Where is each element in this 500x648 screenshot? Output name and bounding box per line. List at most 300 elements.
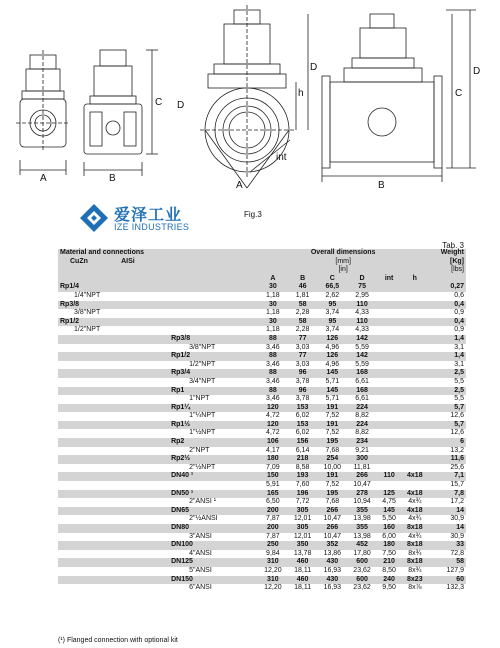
- cell-a: 7,09: [258, 464, 288, 473]
- cell-aisi: Rp1: [119, 387, 258, 396]
- dimensions-table: [58, 249, 466, 593]
- cell-cuzn: [58, 387, 119, 396]
- cell-d: 8,82: [347, 429, 377, 438]
- header-col-b: B: [300, 274, 306, 282]
- header-cuzn: CuZn: [70, 257, 88, 265]
- cell-aisi: [119, 481, 258, 490]
- cell-a: 88: [258, 387, 288, 396]
- cell-aisi: DN80: [119, 524, 258, 533]
- cell-int: 210: [377, 558, 401, 567]
- dim-label-d3: D: [473, 66, 481, 77]
- cell-a: 310: [258, 558, 288, 567]
- cell-aisi: DN65: [119, 507, 258, 516]
- cell-cuzn: [58, 472, 119, 481]
- cell-b: 12,01: [288, 533, 318, 542]
- cell-c: 13,86: [317, 550, 347, 559]
- cell-d: 2,95: [347, 292, 377, 301]
- cell-c: 10,47: [317, 515, 347, 524]
- cell-c: 7,52: [317, 429, 347, 438]
- dim-label-d1: D: [177, 100, 185, 111]
- cell-weight: 60: [428, 576, 466, 585]
- cell-cuzn: [58, 490, 119, 499]
- cell-weight: 2,5: [428, 369, 466, 378]
- cell-cuzn: [58, 438, 119, 447]
- dim-label-a2: A: [236, 180, 243, 190]
- cell-aisi: 1"½NPT: [119, 429, 258, 438]
- cell-c: 195: [317, 438, 347, 447]
- table-row: [58, 292, 466, 301]
- cell-cuzn: [58, 550, 119, 559]
- cell-cuzn: [58, 412, 119, 421]
- cell-h: [401, 318, 428, 327]
- dim-label-b2: B: [378, 180, 385, 190]
- cell-h: [401, 455, 428, 464]
- table-row: [58, 567, 466, 576]
- cell-aisi: [119, 318, 258, 327]
- cell-weight: 25,6: [428, 464, 466, 473]
- cell-d: 11,81: [347, 464, 377, 473]
- cell-int: [377, 395, 401, 404]
- cell-b: 2,28: [288, 309, 318, 318]
- cell-cuzn: [58, 404, 119, 413]
- header-col-int: int: [384, 274, 394, 282]
- cell-b: 96: [288, 369, 318, 378]
- cell-cuzn: [58, 558, 119, 567]
- cell-c: 4,96: [317, 361, 347, 370]
- cell-d: 8,82: [347, 412, 377, 421]
- cell-cuzn: [58, 576, 119, 585]
- cell-h: 8x23: [401, 576, 428, 585]
- cell-b: 58: [288, 318, 318, 327]
- cell-weight: 15,7: [428, 481, 466, 490]
- cell-int: [377, 361, 401, 370]
- cell-aisi: Rp2½: [119, 455, 258, 464]
- cell-int: [377, 301, 401, 310]
- cell-cuzn: [58, 455, 119, 464]
- cell-aisi: 1/2"NPT: [119, 361, 258, 370]
- cell-h: 8x18: [401, 524, 428, 533]
- cell-int: [377, 335, 401, 344]
- header-col-d: D: [359, 274, 365, 282]
- cell-weight: 0,6: [428, 292, 466, 301]
- cell-weight: 11,6: [428, 455, 466, 464]
- table-row: [58, 438, 466, 447]
- cell-c: 95: [317, 301, 347, 310]
- cell-aisi: 2"½NPT: [119, 464, 258, 473]
- cell-a: 4,17: [258, 447, 288, 456]
- cell-h: 4x¾: [401, 515, 428, 524]
- header-lbs: [lbs]: [451, 266, 464, 274]
- cell-aisi: Rp1¼: [119, 404, 258, 413]
- cell-a: 180: [258, 455, 288, 464]
- cell-int: [377, 309, 401, 318]
- table-row: [58, 283, 466, 292]
- cell-h: [401, 429, 428, 438]
- cell-int: [377, 455, 401, 464]
- cell-h: 4x¾: [401, 498, 428, 507]
- cell-aisi: [119, 301, 258, 310]
- cell-cuzn: [58, 507, 119, 516]
- logo-text-cn: 爱泽工业: [114, 207, 183, 224]
- cell-d: 4,33: [347, 309, 377, 318]
- cell-b: 3,78: [288, 395, 318, 404]
- table-row: [58, 524, 466, 533]
- header-kg: [Kg]: [450, 257, 464, 265]
- cell-h: 4x¾: [401, 533, 428, 542]
- cell-d: 600: [347, 576, 377, 585]
- cell-h: [401, 421, 428, 430]
- cell-h: 8x18: [401, 541, 428, 550]
- cell-int: [377, 369, 401, 378]
- figure-caption: Fig.3: [244, 210, 262, 219]
- table-row: [58, 481, 466, 490]
- cell-int: 7,50: [377, 550, 401, 559]
- cell-aisi: 1"NPT: [119, 395, 258, 404]
- cell-aisi: Rp3/8: [119, 335, 258, 344]
- cell-aisi: Rp1/2: [119, 352, 258, 361]
- cell-int: [377, 352, 401, 361]
- cell-d: 6,61: [347, 378, 377, 387]
- cell-b: 18,11: [288, 584, 318, 593]
- header-col-a: A: [270, 274, 276, 282]
- cell-h: 8x⅞: [401, 584, 428, 593]
- cell-a: 4,72: [258, 429, 288, 438]
- cell-a: 5,91: [258, 481, 288, 490]
- cell-weight: 72,8: [428, 550, 466, 559]
- dim-label-h: h: [298, 88, 304, 99]
- cell-aisi: Rp1½: [119, 421, 258, 430]
- cell-a: 1,18: [258, 326, 288, 335]
- cell-cuzn: [58, 567, 119, 576]
- cell-weight: 14: [428, 507, 466, 516]
- cell-d: 266: [347, 472, 377, 481]
- cell-c: 3,74: [317, 309, 347, 318]
- cell-c: 266: [317, 524, 347, 533]
- table-row: [58, 447, 466, 456]
- cell-cuzn: [58, 361, 119, 370]
- cell-cuzn: 1/2"NPT: [58, 326, 119, 335]
- cell-cuzn: 1/4"NPT: [58, 292, 119, 301]
- cell-cuzn: [58, 421, 119, 430]
- cell-a: 200: [258, 507, 288, 516]
- table-row: [58, 369, 466, 378]
- cell-c: 5,71: [317, 378, 347, 387]
- cell-weight: 1,4: [428, 335, 466, 344]
- cell-h: 8x¾: [401, 550, 428, 559]
- cell-c: 126: [317, 335, 347, 344]
- cell-c: 430: [317, 558, 347, 567]
- table-row: [58, 584, 466, 593]
- cell-d: 5,59: [347, 361, 377, 370]
- cell-d: 75: [347, 283, 377, 292]
- cell-weight: 0,9: [428, 326, 466, 335]
- cell-int: 6,00: [377, 533, 401, 542]
- cell-d: 110: [347, 318, 377, 327]
- table-row: [58, 558, 466, 567]
- cell-int: [377, 429, 401, 438]
- company-logo: [78, 202, 228, 236]
- cell-a: 3,46: [258, 344, 288, 353]
- cell-c: 145: [317, 387, 347, 396]
- table-row: [58, 301, 466, 310]
- header-col-c: C: [329, 274, 335, 282]
- cell-weight: 0,4: [428, 318, 466, 327]
- cell-weight: 17,2: [428, 498, 466, 507]
- table-row: [58, 404, 466, 413]
- cell-aisi: Rp3/4: [119, 369, 258, 378]
- header-overall: Overall dimensions: [310, 249, 376, 256]
- cell-c: 3,74: [317, 326, 347, 335]
- cell-d: 6,61: [347, 395, 377, 404]
- table-row: [58, 498, 466, 507]
- cell-cuzn: Rp1/2: [58, 318, 119, 327]
- cell-aisi: DN50 ¹: [119, 490, 258, 499]
- cell-weight: 132,3: [428, 584, 466, 593]
- cell-aisi: 2"ANSI ¹: [119, 498, 258, 507]
- cell-weight: 0,9: [428, 309, 466, 318]
- cell-b: 2,28: [288, 326, 318, 335]
- cell-int: [377, 421, 401, 430]
- cell-a: 200: [258, 524, 288, 533]
- cell-b: 153: [288, 404, 318, 413]
- logo-mark-icon: [78, 202, 110, 234]
- cell-c: 7,68: [317, 498, 347, 507]
- cell-d: 142: [347, 352, 377, 361]
- cell-h: [401, 352, 428, 361]
- cell-b: 77: [288, 335, 318, 344]
- cell-aisi: 2"½ANSI: [119, 515, 258, 524]
- cell-weight: 12,6: [428, 412, 466, 421]
- cell-weight: 5,5: [428, 395, 466, 404]
- table-row: [58, 378, 466, 387]
- footnote: (¹) Flanged connection with optional kit: [58, 637, 178, 644]
- cell-h: [401, 447, 428, 456]
- table-row: [58, 387, 466, 396]
- cell-cuzn: [58, 464, 119, 473]
- table-row: [58, 533, 466, 542]
- cell-int: 160: [377, 524, 401, 533]
- cell-weight: 7,8: [428, 490, 466, 499]
- cell-weight: 0,27: [428, 283, 466, 292]
- valve-view-4: [322, 10, 476, 182]
- cell-d: 10,47: [347, 481, 377, 490]
- cell-h: 4x18: [401, 507, 428, 516]
- header-weight: Weight: [440, 249, 464, 256]
- cell-h: 8x¾: [401, 567, 428, 576]
- cell-int: [377, 292, 401, 301]
- cell-b: 7,60: [288, 481, 318, 490]
- cell-a: 30: [258, 318, 288, 327]
- dim-label-a1: A: [40, 173, 47, 184]
- table-row: [58, 335, 466, 344]
- cell-a: 30: [258, 283, 288, 292]
- cell-c: 126: [317, 352, 347, 361]
- cell-int: 4,75: [377, 498, 401, 507]
- cell-d: 278: [347, 490, 377, 499]
- cell-cuzn: [58, 584, 119, 593]
- cell-aisi: DN125: [119, 558, 258, 567]
- cell-d: 110: [347, 301, 377, 310]
- cell-int: 5,50: [377, 515, 401, 524]
- cell-d: 17,80: [347, 550, 377, 559]
- cell-h: 4x18: [401, 490, 428, 499]
- cell-cuzn: 3/8"NPT: [58, 309, 119, 318]
- cell-a: 150: [258, 472, 288, 481]
- cell-cuzn: Rp3/8: [58, 301, 119, 310]
- table-body: [58, 283, 466, 592]
- cell-d: 13,98: [347, 515, 377, 524]
- cell-a: 1,18: [258, 309, 288, 318]
- cell-weight: 30,9: [428, 533, 466, 542]
- header-in: [in]: [338, 266, 348, 274]
- logo-text-en: IZE INDUSTRIES: [114, 222, 190, 232]
- cell-d: 13,98: [347, 533, 377, 542]
- cell-cuzn: [58, 533, 119, 542]
- cell-d: 168: [347, 387, 377, 396]
- cell-aisi: [119, 309, 258, 318]
- valve-view-1: [16, 50, 70, 175]
- valve-technical-drawing: [0, 0, 500, 190]
- dim-label-int: int: [276, 152, 287, 163]
- cell-c: 10,00: [317, 464, 347, 473]
- cell-d: 5,59: [347, 344, 377, 353]
- cell-b: 46: [288, 283, 318, 292]
- cell-a: 88: [258, 369, 288, 378]
- cell-cuzn: [58, 481, 119, 490]
- cell-cuzn: [58, 429, 119, 438]
- cell-h: 4x18: [401, 472, 428, 481]
- cell-weight: 127,9: [428, 567, 466, 576]
- table-row: [58, 361, 466, 370]
- cell-c: 4,96: [317, 344, 347, 353]
- cell-h: [401, 309, 428, 318]
- cell-cuzn: [58, 395, 119, 404]
- cell-a: 12,20: [258, 567, 288, 576]
- cell-a: 12,20: [258, 584, 288, 593]
- cell-int: 110: [377, 472, 401, 481]
- cell-a: 1,18: [258, 292, 288, 301]
- table-row: [58, 344, 466, 353]
- cell-int: [377, 464, 401, 473]
- header-aisi: AISi: [121, 257, 135, 265]
- cell-weight: 0,4: [428, 301, 466, 310]
- cell-aisi: 3/8"NPT: [119, 344, 258, 353]
- cell-int: 125: [377, 490, 401, 499]
- cell-aisi: 3"ANSI: [119, 533, 258, 542]
- cell-d: 300: [347, 455, 377, 464]
- cell-b: 7,72: [288, 498, 318, 507]
- cell-int: [377, 283, 401, 292]
- header-col-h: h: [412, 274, 417, 282]
- cell-d: 23,62: [347, 584, 377, 593]
- cell-aisi: [119, 326, 258, 335]
- cell-b: 58: [288, 301, 318, 310]
- cell-int: 180: [377, 541, 401, 550]
- cell-a: 9,84: [258, 550, 288, 559]
- cell-d: 168: [347, 369, 377, 378]
- table-row: [58, 395, 466, 404]
- cell-cuzn: [58, 541, 119, 550]
- cell-int: 8,50: [377, 567, 401, 576]
- cell-aisi: 3/4"NPT: [119, 378, 258, 387]
- cell-d: 224: [347, 404, 377, 413]
- cell-aisi: DN100: [119, 541, 258, 550]
- cell-c: 145: [317, 369, 347, 378]
- cell-weight: 30,9: [428, 515, 466, 524]
- cell-cuzn: [58, 378, 119, 387]
- cell-cuzn: [58, 344, 119, 353]
- cell-int: [377, 318, 401, 327]
- cell-a: 165: [258, 490, 288, 499]
- cell-d: 355: [347, 524, 377, 533]
- cell-cuzn: [58, 498, 119, 507]
- cell-c: 430: [317, 576, 347, 585]
- table-row: [58, 455, 466, 464]
- cell-b: 6,14: [288, 447, 318, 456]
- cell-b: 153: [288, 421, 318, 430]
- cell-weight: 5,7: [428, 421, 466, 430]
- cell-b: 96: [288, 387, 318, 396]
- cell-b: 196: [288, 490, 318, 499]
- cell-weight: 3,1: [428, 344, 466, 353]
- cell-cuzn: [58, 447, 119, 456]
- table-row: [58, 550, 466, 559]
- dim-label-c1: C: [155, 97, 163, 108]
- cell-a: 106: [258, 438, 288, 447]
- cell-int: 9,50: [377, 584, 401, 593]
- cell-h: [401, 464, 428, 473]
- cell-a: 250: [258, 541, 288, 550]
- cell-weight: 33: [428, 541, 466, 550]
- cell-c: 191: [317, 472, 347, 481]
- cell-c: 16,93: [317, 584, 347, 593]
- cell-b: 3,03: [288, 361, 318, 370]
- cell-int: 240: [377, 576, 401, 585]
- cell-b: 350: [288, 541, 318, 550]
- table-row: [58, 352, 466, 361]
- table-row: [58, 326, 466, 335]
- cell-c: 7,52: [317, 481, 347, 490]
- dim-label-c2: C: [455, 88, 463, 99]
- cell-b: 460: [288, 558, 318, 567]
- cell-c: 10,47: [317, 533, 347, 542]
- cell-weight: 14: [428, 524, 466, 533]
- cell-b: 460: [288, 576, 318, 585]
- cell-c: 5,71: [317, 395, 347, 404]
- cell-b: 193: [288, 472, 318, 481]
- cell-b: 3,03: [288, 344, 318, 353]
- cell-aisi: [119, 283, 258, 292]
- cell-d: 23,62: [347, 567, 377, 576]
- cell-b: 77: [288, 352, 318, 361]
- cell-a: 310: [258, 576, 288, 585]
- cell-b: 18,11: [288, 567, 318, 576]
- cell-c: 191: [317, 404, 347, 413]
- cell-int: [377, 378, 401, 387]
- cell-h: [401, 481, 428, 490]
- cell-h: [401, 412, 428, 421]
- cell-c: 7,68: [317, 447, 347, 456]
- cell-a: 3,46: [258, 361, 288, 370]
- cell-weight: 5,5: [428, 378, 466, 387]
- cell-h: 8x18: [401, 558, 428, 567]
- cell-aisi: 5"ANSI: [119, 567, 258, 576]
- cell-a: 30: [258, 301, 288, 310]
- cell-d: 452: [347, 541, 377, 550]
- cell-int: [377, 481, 401, 490]
- cell-int: [377, 447, 401, 456]
- cell-int: 145: [377, 507, 401, 516]
